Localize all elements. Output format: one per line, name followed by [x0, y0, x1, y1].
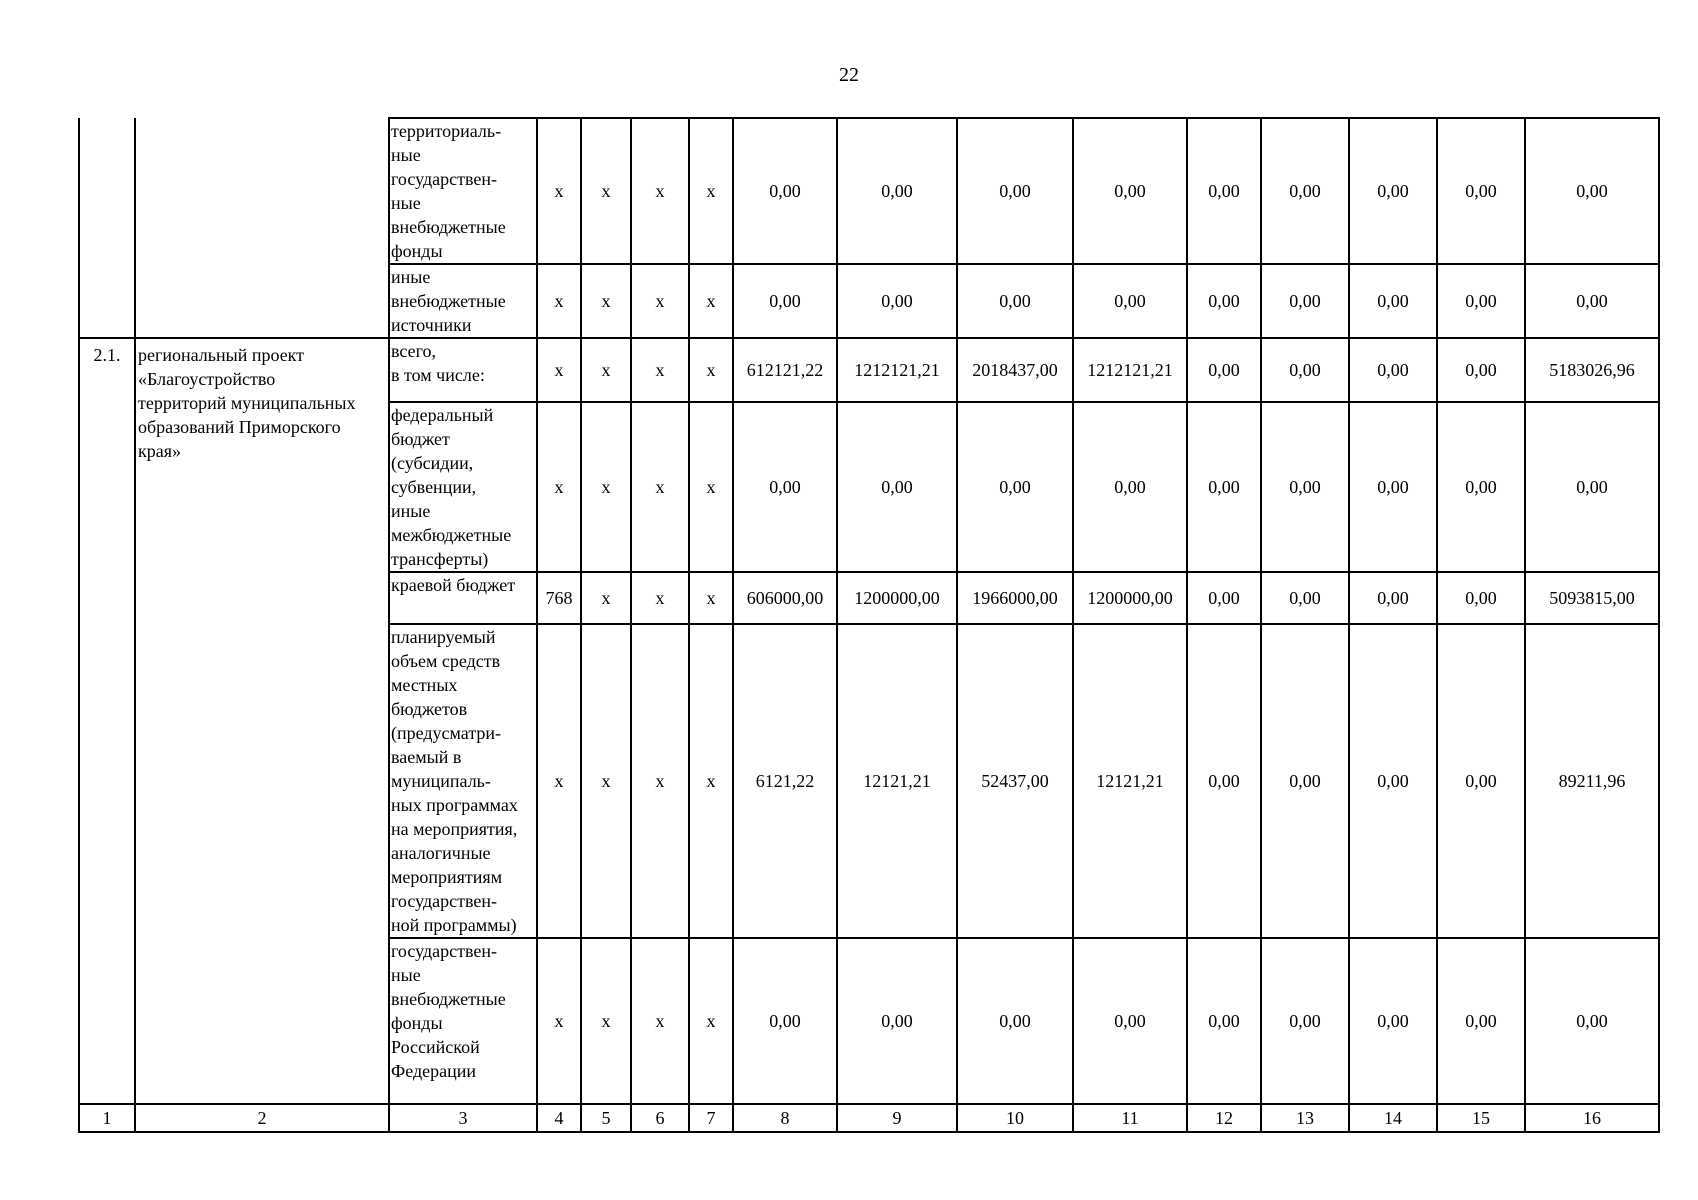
code-cell: х — [581, 338, 631, 402]
code-cell: х — [689, 338, 733, 402]
value-cell: 0,00 — [1187, 264, 1261, 338]
code-cell: х — [631, 624, 689, 938]
code-cell: х — [689, 624, 733, 938]
code-cell: х — [537, 264, 581, 338]
table-row — [79, 118, 1659, 264]
code-cell: х — [631, 118, 689, 264]
value-cell: 0,00 — [1349, 938, 1437, 1104]
value-cell: 0,00 — [957, 402, 1073, 572]
code-cell: х — [581, 264, 631, 338]
value-cell: 0,00 — [1073, 938, 1187, 1104]
code-cell: х — [631, 938, 689, 1104]
value-cell: 0,00 — [1187, 338, 1261, 402]
funding-source: территориаль- ные государствен- ные внебюджетные фонды — [389, 118, 537, 264]
value-cell: 0,00 — [1525, 402, 1659, 572]
value-cell: 0,00 — [733, 938, 837, 1104]
value-cell: 0,00 — [1437, 338, 1525, 402]
value-cell: 0,00 — [1437, 938, 1525, 1104]
code-cell: х — [631, 338, 689, 402]
code-cell: х — [689, 118, 733, 264]
funding-source: федеральный бюджет (субсидии, субвенции, иные межбюджетные трансферты) — [389, 402, 537, 572]
funding-source: планируемый объем средств местных бюджетов (предусматри- ваемый в муниципаль- ных программах на мероприятия, аналогичные мероприятиям государствен- ной программы) — [389, 624, 537, 938]
code-cell: х — [581, 402, 631, 572]
value-cell: 0,00 — [1437, 402, 1525, 572]
code-cell: х — [689, 402, 733, 572]
value-cell: 0,00 — [1187, 402, 1261, 572]
column-number: 15 — [1437, 1104, 1525, 1132]
code-cell: х — [581, 572, 631, 624]
value-cell: 0,00 — [1261, 624, 1349, 938]
row-number-cell — [79, 118, 135, 338]
value-cell: 0,00 — [1187, 938, 1261, 1104]
code-cell: х — [537, 624, 581, 938]
value-cell: 0,00 — [1349, 572, 1437, 624]
value-cell: 0,00 — [837, 938, 957, 1104]
value-cell: 89211,96 — [1525, 624, 1659, 938]
value-cell: 0,00 — [1437, 118, 1525, 264]
column-number: 9 — [837, 1104, 957, 1132]
column-number: 10 — [957, 1104, 1073, 1132]
value-cell: 0,00 — [1349, 118, 1437, 264]
value-cell: 5183026,96 — [1525, 338, 1659, 402]
value-cell: 0,00 — [837, 118, 957, 264]
column-number: 13 — [1261, 1104, 1349, 1132]
item-name-cell — [135, 118, 389, 338]
column-number: 11 — [1073, 1104, 1187, 1132]
code-cell: х — [581, 118, 631, 264]
value-cell: 0,00 — [1187, 118, 1261, 264]
code-cell: х — [689, 572, 733, 624]
code-cell: х — [581, 938, 631, 1104]
code-cell: х — [689, 264, 733, 338]
value-cell: 0,00 — [1261, 938, 1349, 1104]
column-number: 1 — [79, 1104, 135, 1132]
funding-source: всего, в том числе: — [389, 338, 537, 402]
value-cell: 1200000,00 — [1073, 572, 1187, 624]
value-cell: 0,00 — [1437, 624, 1525, 938]
value-cell: 12121,21 — [837, 624, 957, 938]
value-cell: 0,00 — [1187, 624, 1261, 938]
column-number-row — [79, 1104, 1659, 1132]
column-number: 8 — [733, 1104, 837, 1132]
value-cell: 0,00 — [1349, 624, 1437, 938]
value-cell: 0,00 — [1525, 264, 1659, 338]
funding-source: краевой бюджет — [389, 572, 537, 624]
budget-table — [78, 117, 1660, 1133]
value-cell: 6121,22 — [733, 624, 837, 938]
value-cell: 0,00 — [1261, 402, 1349, 572]
value-cell: 5093815,00 — [1525, 572, 1659, 624]
value-cell: 0,00 — [733, 118, 837, 264]
code-cell: х — [537, 938, 581, 1104]
value-cell: 0,00 — [1525, 938, 1659, 1104]
value-cell: 52437,00 — [957, 624, 1073, 938]
value-cell: 0,00 — [1261, 118, 1349, 264]
value-cell: 0,00 — [733, 402, 837, 572]
value-cell: 0,00 — [957, 264, 1073, 338]
item-code: 2.1. — [79, 338, 135, 1104]
funding-source: иные внебюджетные источники — [389, 264, 537, 338]
code-cell: х — [537, 402, 581, 572]
value-cell: 0,00 — [1349, 402, 1437, 572]
value-cell: 1212121,21 — [837, 338, 957, 402]
code-cell: х — [631, 264, 689, 338]
code-cell: х — [581, 624, 631, 938]
item-name: региональный проект «Благоустройство территорий муниципальных образований Приморского края» — [135, 338, 389, 1104]
column-number: 3 — [389, 1104, 537, 1132]
column-number: 4 — [537, 1104, 581, 1132]
code-cell: 768 — [537, 572, 581, 624]
value-cell: 0,00 — [1261, 338, 1349, 402]
value-cell: 0,00 — [837, 402, 957, 572]
column-number: 14 — [1349, 1104, 1437, 1132]
value-cell: 0,00 — [1525, 118, 1659, 264]
value-cell: 0,00 — [1261, 264, 1349, 338]
code-cell: х — [631, 402, 689, 572]
funding-source: государствен- ные внебюджетные фонды Российской Федерации — [389, 938, 537, 1104]
value-cell: 1200000,00 — [837, 572, 957, 624]
column-number: 12 — [1187, 1104, 1261, 1132]
value-cell: 0,00 — [957, 938, 1073, 1104]
code-cell: х — [537, 118, 581, 264]
value-cell: 0,00 — [1349, 338, 1437, 402]
page-number: 22 — [839, 64, 859, 86]
value-cell: 0,00 — [1437, 572, 1525, 624]
value-cell: 1966000,00 — [957, 572, 1073, 624]
column-number: 6 — [631, 1104, 689, 1132]
value-cell: 0,00 — [1349, 264, 1437, 338]
value-cell: 0,00 — [837, 264, 957, 338]
value-cell: 0,00 — [1261, 572, 1349, 624]
value-cell: 0,00 — [1187, 572, 1261, 624]
column-number: 7 — [689, 1104, 733, 1132]
column-number: 16 — [1525, 1104, 1659, 1132]
column-number: 5 — [581, 1104, 631, 1132]
value-cell: 1212121,21 — [1073, 338, 1187, 402]
value-cell: 12121,21 — [1073, 624, 1187, 938]
table-row — [79, 338, 1659, 402]
code-cell: х — [631, 572, 689, 624]
value-cell: 612121,22 — [733, 338, 837, 402]
code-cell: х — [689, 938, 733, 1104]
value-cell: 0,00 — [1073, 402, 1187, 572]
value-cell: 0,00 — [957, 118, 1073, 264]
value-cell: 606000,00 — [733, 572, 837, 624]
value-cell: 0,00 — [733, 264, 837, 338]
value-cell: 0,00 — [1437, 264, 1525, 338]
value-cell: 0,00 — [1073, 118, 1187, 264]
code-cell: х — [537, 338, 581, 402]
column-number: 2 — [135, 1104, 389, 1132]
value-cell: 0,00 — [1073, 264, 1187, 338]
value-cell: 2018437,00 — [957, 338, 1073, 402]
